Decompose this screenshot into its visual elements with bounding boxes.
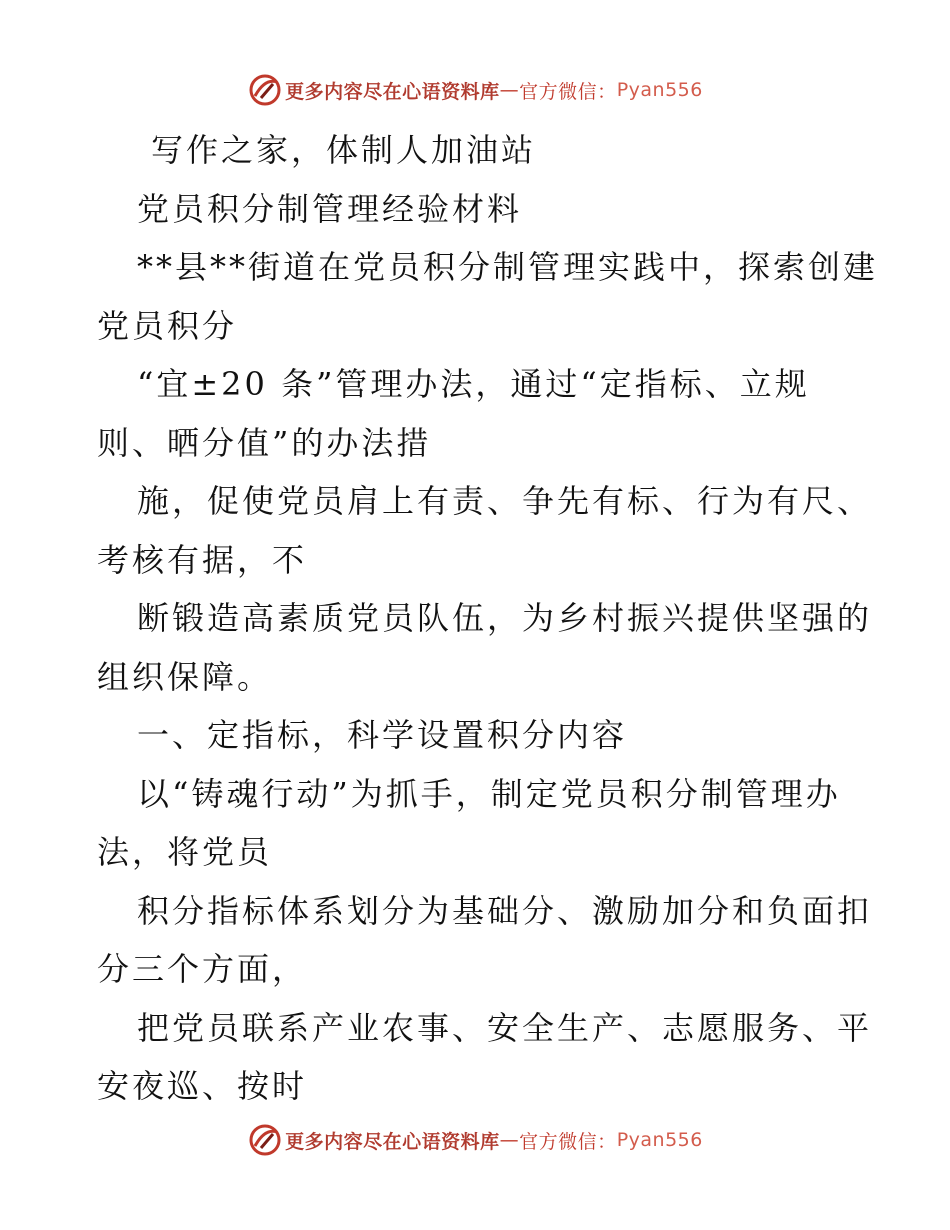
brand-logo-icon bbox=[247, 1122, 283, 1158]
doc-line: 把党员联系产业农事、安全生产、志愿服务、平 bbox=[137, 1008, 873, 1047]
doc-line: 党员积分制管理经验材料 bbox=[137, 189, 523, 228]
doc-line: 党员积分 bbox=[97, 306, 238, 345]
document-body bbox=[97, 121, 879, 1116]
doc-line: 则、晒分值”的办法措 bbox=[97, 423, 432, 462]
doc-line: 分三个方面， bbox=[97, 950, 308, 988]
header-separator: — bbox=[499, 79, 520, 101]
header-contact-label: 官方微信： bbox=[519, 80, 617, 103]
doc-line: 积分指标体系划分为基础分、激励加分和负面扣 bbox=[137, 891, 873, 930]
footer-brand: 更多内容尽在心语资料库 bbox=[285, 1130, 500, 1153]
header-contact-id: Pyan556 bbox=[616, 79, 703, 101]
doc-line: 组织保障。 bbox=[97, 657, 273, 696]
footer-contact-label: 官方微信： bbox=[519, 1130, 617, 1153]
doc-line: **县**街道在党员积分制管理实践中，探索创建 bbox=[137, 248, 879, 286]
brand-logo-icon bbox=[247, 72, 283, 108]
doc-line: 以“铸魂行动”为抓手，制定党员积分制管理办 bbox=[137, 774, 841, 813]
doc-line: 考核有据，不 bbox=[97, 540, 308, 579]
doc-line: 安夜巡、按时 bbox=[97, 1067, 308, 1105]
section-heading: 一、定指标，科学设置积分内容 bbox=[137, 716, 628, 754]
header-watermark bbox=[0, 72, 950, 108]
footer-watermark bbox=[0, 1122, 950, 1158]
doc-line: “宜±20 条”管理办法，通过“定指标、立规 bbox=[137, 365, 810, 403]
header-brand: 更多内容尽在心语资料库 bbox=[285, 80, 500, 103]
doc-line: 施，促使党员肩上有责、争先有标、行为有尺、 bbox=[137, 482, 873, 520]
footer-separator: — bbox=[499, 1129, 520, 1151]
doc-line: 写作之家，体制人加油站 bbox=[151, 131, 537, 169]
doc-line: 法，将党员 bbox=[97, 833, 273, 871]
doc-line: 断锻造高素质党员队伍，为乡村振兴提供坚强的 bbox=[137, 599, 873, 637]
footer-contact-id: Pyan556 bbox=[616, 1129, 703, 1151]
